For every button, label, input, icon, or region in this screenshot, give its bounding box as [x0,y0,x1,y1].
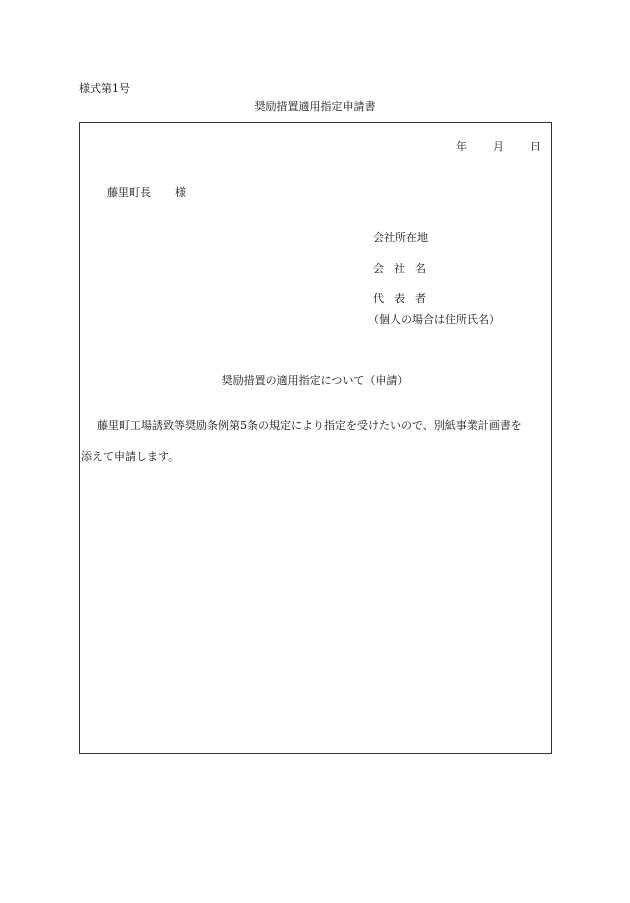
addressee [107,187,186,198]
form-number: 様式第1号 [79,82,130,95]
subject-line: 奨励措置の適用指定について（申請） [221,374,409,387]
year-label: 年 [456,140,467,153]
date-line [456,141,541,152]
individual-note: （個人の場合は住所氏名） [368,313,500,326]
addressee-name: 藤里町長 [107,186,151,199]
company-name-label: 会社名 [373,262,436,275]
addressee-honorific: 様 [175,186,186,199]
month-label: 月 [493,140,504,153]
representative-label: 代表者 [373,292,436,305]
company-address-label: 会社所在地 [373,231,428,244]
body-text-line-2: 添えて申請します。 [81,450,180,463]
body-text-line-1: 藤里町工場誘致等奨励条例第5条の規定により指定を受けたいので、別紙事業計画書を [97,419,522,432]
form-title: 奨励措置適用指定申請書 [254,100,376,113]
form-frame [79,122,552,754]
day-label: 日 [530,140,541,153]
